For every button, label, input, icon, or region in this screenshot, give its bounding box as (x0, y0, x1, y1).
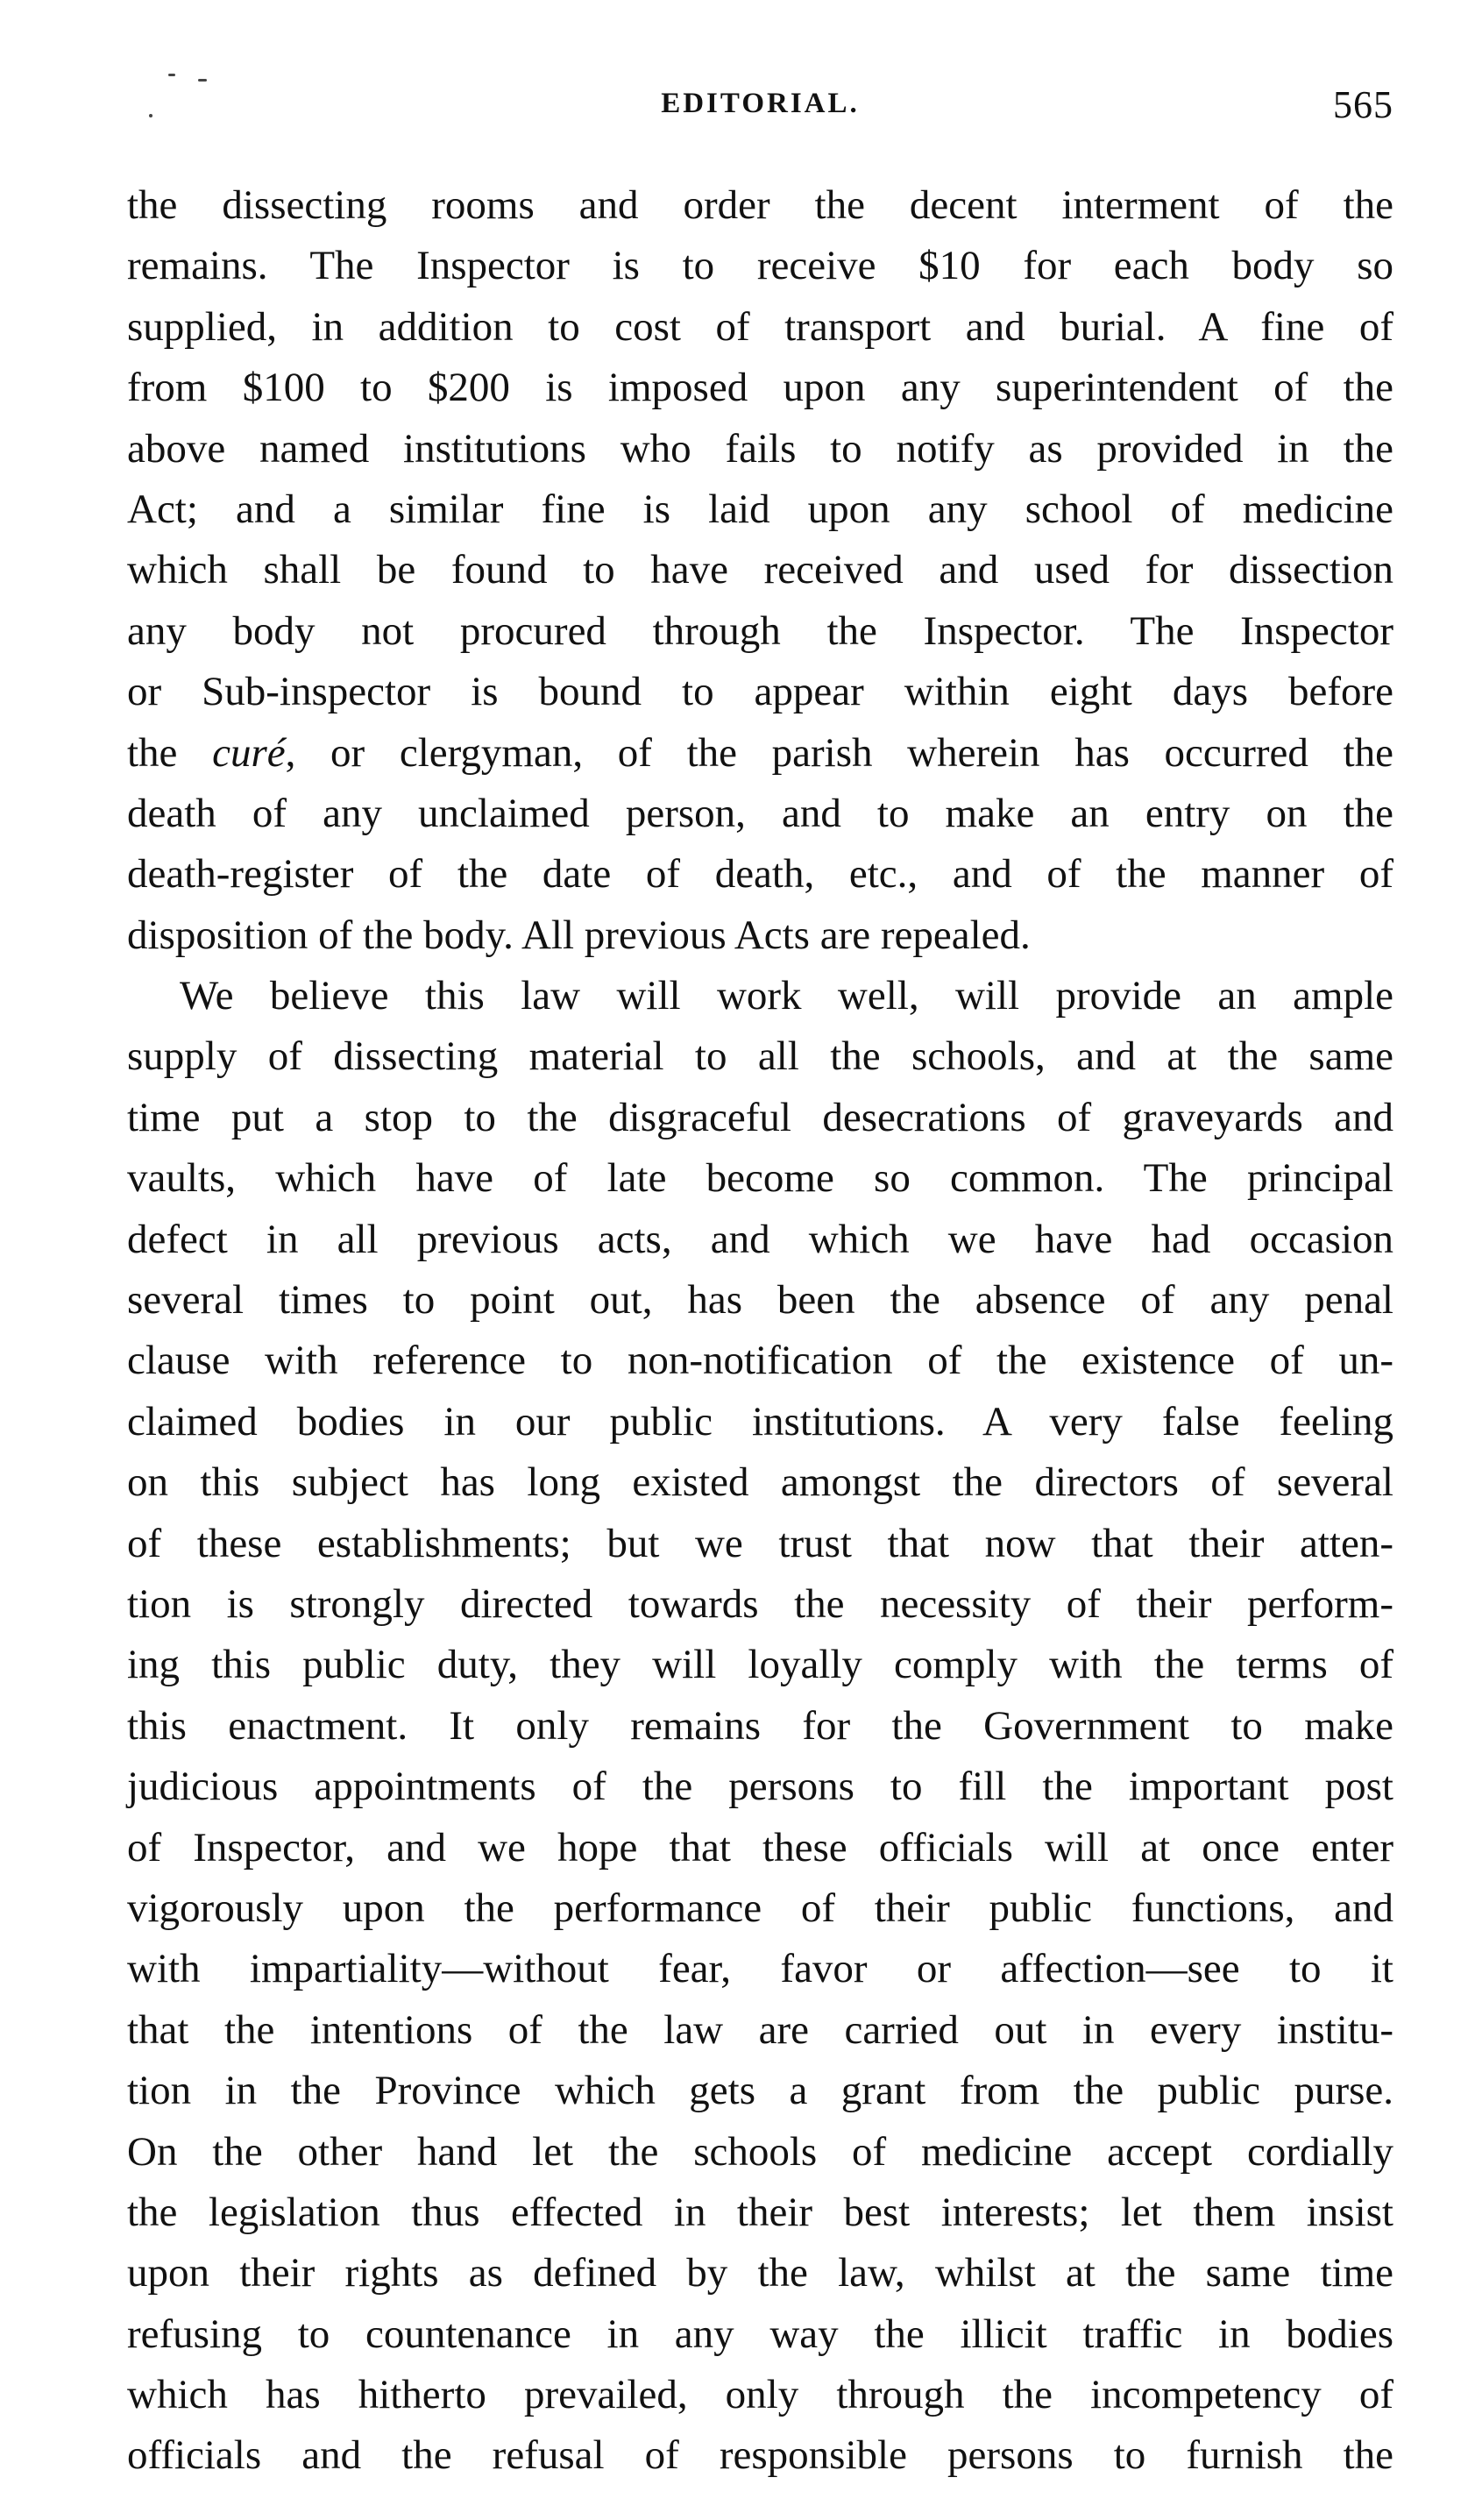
text-line: several times to point out, has been the absence of any penal (127, 1277, 1393, 1324)
body-text (127, 175, 1393, 2487)
text-line: any body not procured through the Inspector. The Inspector (127, 607, 1393, 654)
text-line: which has hitherto prevailed, only through the incompetency of (127, 2372, 1393, 2418)
text-line: of Inspector, and we hope that these officials will at once enter (127, 1824, 1393, 1870)
text-line: officials and the refusal of responsible persons to furnish the (127, 2432, 1393, 2479)
text-line: death of any unclaimed person, and to make an entry on the (127, 790, 1393, 836)
text-line: vaults, which have of late become so common. The principal (127, 1155, 1393, 1202)
text-line: above named institutions who fails to notify as provided in the (127, 425, 1393, 472)
paragraph-2 (127, 966, 1393, 2487)
italic-word: curé (212, 729, 286, 776)
text-line: clause with reference to non-notification of the existence of un- (127, 1338, 1393, 1384)
text-line: tion is strongly directed towards the necessity of their perform- (127, 1580, 1393, 1627)
text-line: from $100 to $200 is imposed upon any superintendent of the (127, 365, 1393, 411)
text-line: on this subject has long existed amongst the directors of several (127, 1459, 1393, 1506)
text-line: Act; and a similar fine is laid upon any school of medicine (127, 486, 1393, 532)
text-line: We believe this law will work well, will provide an ample (180, 973, 1393, 1019)
page-number: 565 (1333, 83, 1393, 126)
text-line: On the other hand let the schools of medicine accept cordially (127, 2128, 1393, 2175)
text-line-with-italic (127, 723, 1393, 784)
text-segment: , or clergyman, of the parish wherein has occurred the (285, 729, 1393, 776)
text-line: that the intentions of the law are carried out in every institu- (127, 2006, 1393, 2053)
text-line: disposition of the body. All previous Acts are repealed. (127, 912, 1031, 958)
paragraph-1 (127, 175, 1393, 966)
text-line: time put a stop to the disgraceful desecrations of graveyards and (127, 1094, 1393, 1140)
text-line: this enactment. It only remains for the Government to make (127, 1702, 1393, 1749)
text-line: supplied, in addition to cost of transport and burial. A fine of (127, 303, 1393, 350)
print-speck (198, 79, 207, 82)
text-line: ing this public duty, they will loyally comply with the terms of (127, 1642, 1393, 1688)
text-line: upon their rights as defined by the law, whilst at the same time (127, 2250, 1393, 2296)
text-line: or Sub-inspector is bound to appear within eight days before (127, 669, 1393, 715)
text-line: death-register of the date of death, etc., and of the manner of (127, 851, 1393, 898)
text-line: remains. The Inspector is to receive $10 for each body so (127, 243, 1393, 289)
running-title: EDITORIAL. (661, 88, 860, 119)
text-line: which shall be found to have received and used for dissection (127, 547, 1393, 593)
print-speck (168, 74, 175, 76)
running-head (127, 83, 1393, 140)
text-line: vigorously upon the performance of their public functions, and (127, 1885, 1393, 1931)
text-line: refusing to countenance in any way the illicit traffic in bodies (127, 2311, 1393, 2357)
text-line: claimed bodies in our public institutions. A very false feeling (127, 1398, 1393, 1445)
text-line: with impartiality—without fear, favor or affection—see to it (127, 1946, 1393, 1992)
text-line: the dissecting rooms and order the decent interment of the (127, 182, 1393, 228)
text-line: tion in the Province which gets a grant from the public purse. (127, 2068, 1393, 2114)
text-line: judicious appointments of the persons to fill the important post (127, 1764, 1393, 1810)
text-segment: the (127, 729, 213, 776)
text-line: the legislation thus effected in their best interests; let them insist (127, 2189, 1393, 2235)
text-line: supply of dissecting material to all the schools, and at the same (127, 1033, 1393, 1080)
text-line: defect in all previous acts, and which we have had occasion (127, 1216, 1393, 1262)
text-line: of these establishments; but we trust that now that their atten- (127, 1520, 1393, 1566)
